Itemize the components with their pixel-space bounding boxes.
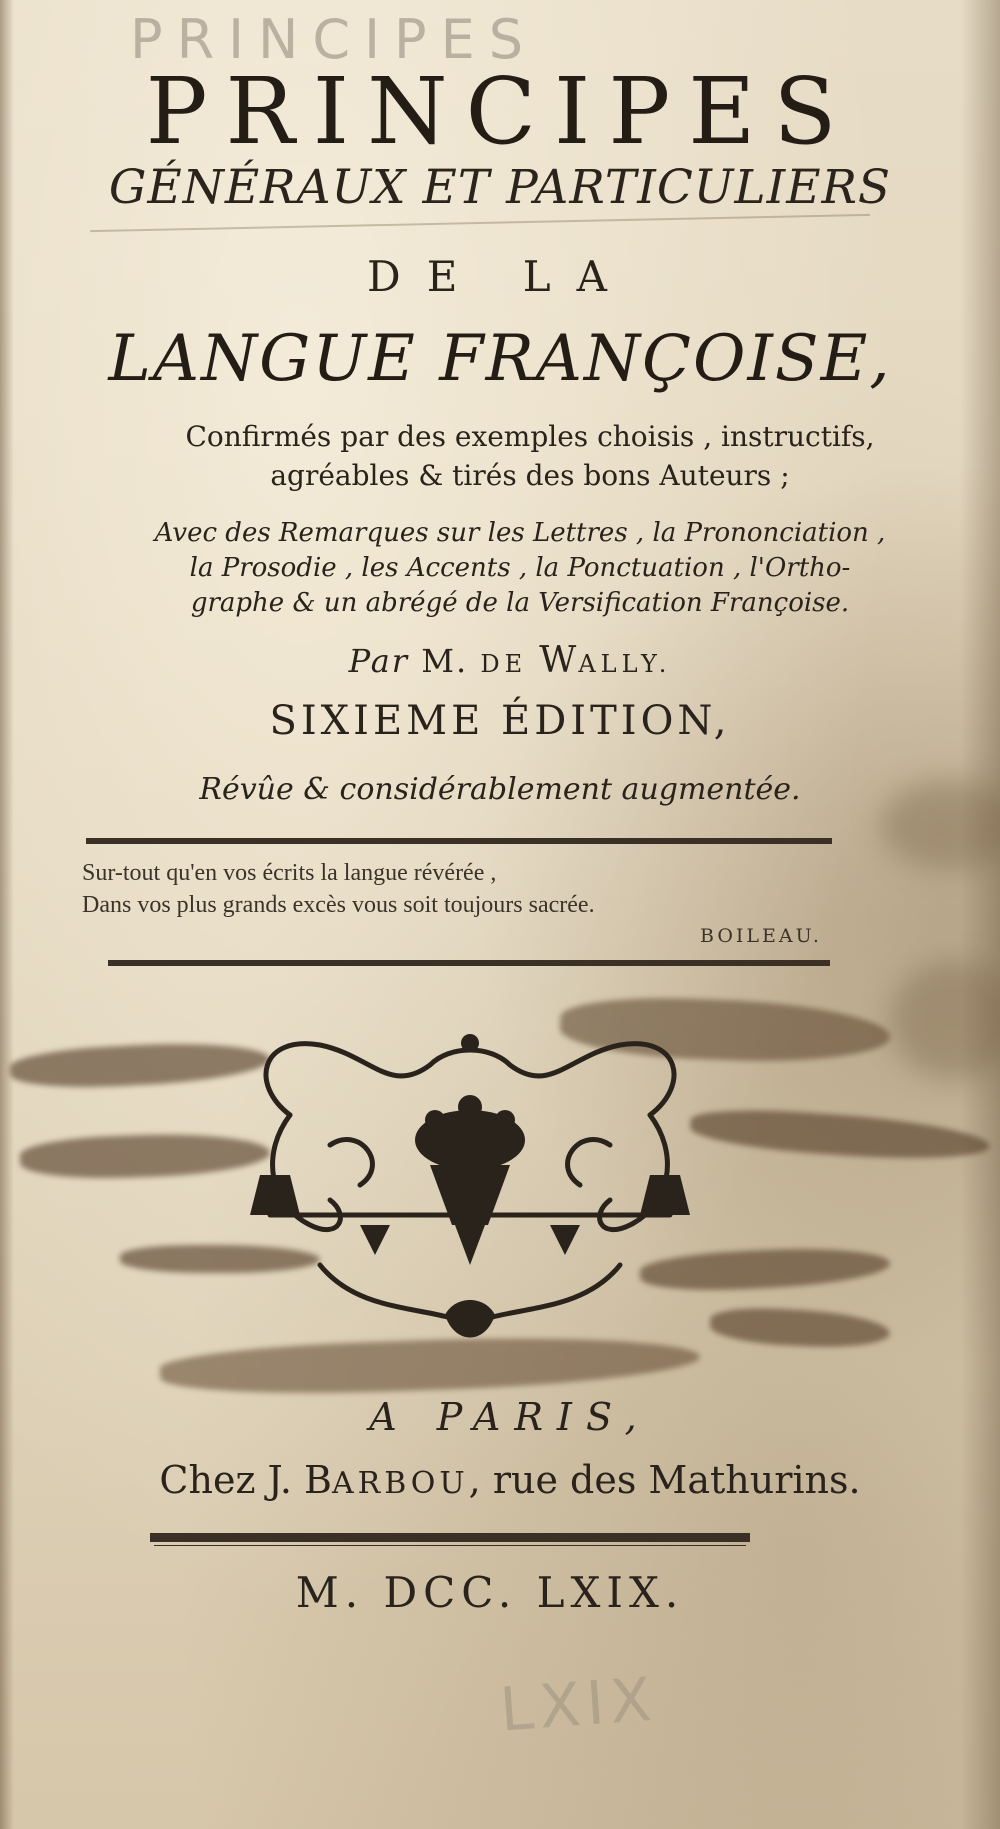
title-langue-francoise: LANGUE FRANÇOISE, <box>108 322 892 396</box>
title-de-la: DE LA <box>367 252 633 301</box>
author-de: DE <box>480 650 528 678</box>
subtitle-line-4: la Prosodie , les Accents , la Ponctuation , l'Ortho- <box>189 553 851 583</box>
author-ally: ALLY. <box>578 650 672 678</box>
author-m: M. <box>421 642 469 680</box>
author-par: Par <box>348 642 410 680</box>
divider-rule <box>108 960 830 966</box>
pencil-annotation-top: PRINCIPES <box>130 8 537 71</box>
subtitle-line-2: agréables & tirés des bons Auteurs ; <box>270 459 790 492</box>
paper-crease <box>90 214 870 232</box>
pencil-annotation-bottom: LXIX <box>497 1664 660 1746</box>
title-principes: PRINCIPES <box>145 58 855 165</box>
epigraph-line-2: Dans vos plus grands excès vous soit toujours sacrée. <box>82 892 595 918</box>
ink-smear <box>709 1305 891 1350</box>
imprint-chez: Chez J. <box>159 1458 292 1502</box>
imprint-arbou: ARBOU <box>331 1466 469 1501</box>
imprint-city: A PARIS, <box>369 1395 651 1439</box>
author-w: W <box>539 640 579 681</box>
imprint-printer <box>10 1458 1000 1502</box>
printers-ornament-vignette <box>230 1025 710 1365</box>
epigraph-author: BOILEAU. <box>700 925 822 947</box>
subtitle-line-1: Confirmés par des exemples choisis , instructifs, <box>185 420 875 453</box>
edition-statement: SIXIEME ÉDITION, <box>269 698 731 744</box>
divider-rule <box>86 838 832 844</box>
subtitle-line-3: Avec des Remarques sur les Lettres , la Prononciation , <box>154 518 886 548</box>
paper-stain <box>890 960 1000 1080</box>
author-line <box>10 640 1000 681</box>
epigraph-line-1: Sur-tout qu'en vos écrits la langue révérée , <box>82 860 497 886</box>
imprint-date: M. DCC. LXIX. <box>295 1568 685 1617</box>
subtitle-line-5: graphe & un abrégé de la Versification Françoise. <box>190 588 850 618</box>
divider-rule <box>150 1533 750 1542</box>
imprint-b: B <box>304 1458 332 1502</box>
ink-smear <box>689 1105 991 1166</box>
edition-note: Révûe & considérablement augmentée. <box>199 772 801 807</box>
title-generaux: GÉNÉRAUX ET PARTICULIERS <box>108 160 892 215</box>
imprint-address: , rue des Mathurins. <box>468 1458 861 1502</box>
